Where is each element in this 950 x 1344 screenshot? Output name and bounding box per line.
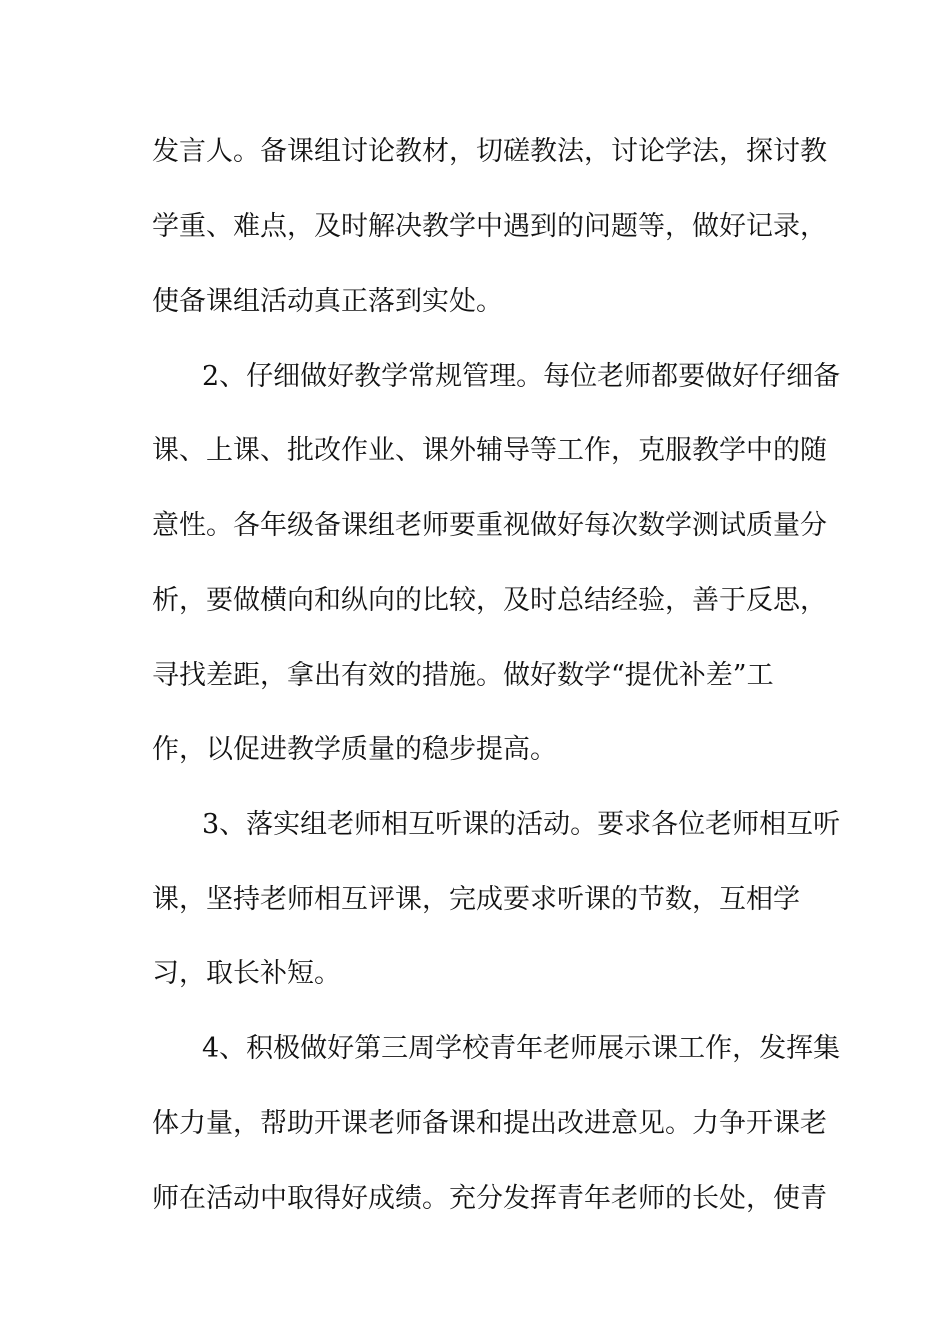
text-line: 体力量，帮助开课老师备课和提出改进意见。力争开课老: [152, 1108, 827, 1139]
text-line: 学重、难点，及时解决教学中遇到的问题等，做好记录，: [152, 211, 827, 242]
paragraph-2-first-line: 2、仔细做好教学常规管理。每位老师都要做好仔细备: [202, 361, 841, 392]
paragraph-4-first-line: 4、积极做好第三周学校青年老师展示课工作，发挥集: [202, 1033, 841, 1064]
text-line: 析，要做横向和纵向的比较，及时总结经验，善于反思，: [152, 585, 827, 616]
paragraph-3-first-line: 3、落实组老师相互听课的活动。要求各位老师相互听: [202, 809, 841, 840]
text-line: 课、上课、批改作业、课外辅导等工作，克服教学中的随: [152, 435, 827, 466]
text-line: 课，坚持老师相互评课，完成要求听课的节数，互相学: [152, 884, 800, 915]
text-line: 使备课组活动真正落到实处。: [152, 286, 503, 317]
text-line: 意性。各年级备课组老师要重视做好每次数学测试质量分: [152, 510, 827, 541]
text-line: 作，以促进教学质量的稳步提高。: [152, 734, 557, 765]
text-line: 习，取长补短。: [152, 958, 341, 989]
text-line: 寻找差距，拿出有效的措施。做好数学“提优补差”工: [152, 660, 774, 691]
text-line: 师在活动中取得好成绩。充分发挥青年老师的长处，使青: [152, 1183, 827, 1214]
text-line: 发言人。备课组讨论教材，切磋教法，讨论学法，探讨教: [152, 136, 827, 167]
